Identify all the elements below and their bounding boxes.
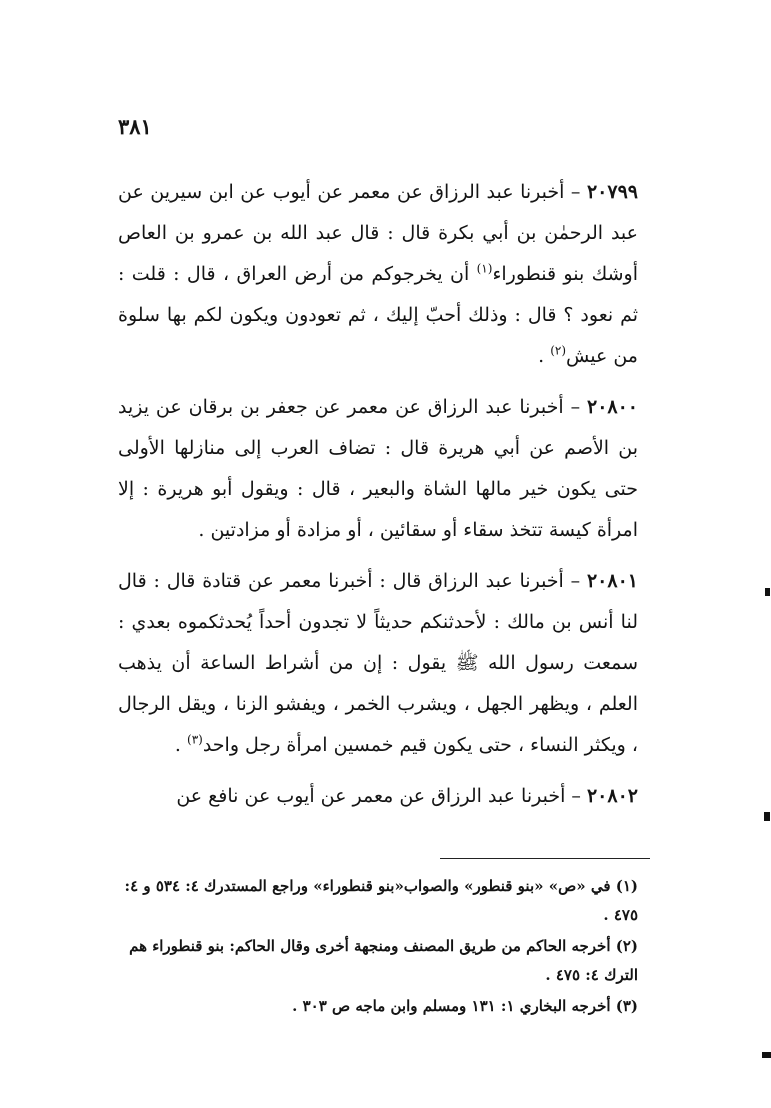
hadith-20801 [118,561,638,766]
hadith-end: . [538,345,551,367]
hadith-20800 [118,387,638,551]
dash: – [563,396,581,418]
footnotes [118,872,638,1023]
hadith-number: ٢٠٧٩٩ [586,181,638,203]
scan-mark [765,588,770,596]
hadith-20802 [118,776,638,817]
footnote-ref-3[interactable]: (٣) [187,732,203,747]
dash: – [565,785,581,807]
page-number: ٣٨١ [118,114,152,139]
footnote-ref-1[interactable]: (١) [476,261,493,276]
footnote-divider [440,858,650,859]
hadith-number: ٢٠٨٠٠ [586,396,639,418]
hadith-number: ٢٠٨٠١ [586,570,638,592]
dash: – [564,181,581,203]
dash: – [563,570,581,592]
hadith-text: أخبرنا عبد الرزاق قال : أخبرنا معمر عن قتادة قال : قال لنا أنس بن مالك : لأحدثنكم حديثاً لا تجدون أحداً يُحدثكموه بعدي : سمعت رسول الله ﷺ يقول : إن من أشراط الساعة أن يذهب العلم ، ويظهر الجهل ، ويشرب الخمر ، ويفشو الزنا ، ويقل الرجال ، ويكثر النساء ، حتى يكون قيم خمسين امرأة رجل واحد [118,570,638,756]
footnote-3: (٣) أخرجه البخاري ١: ١٣١ ومسلم وابن ماجه ص ٣٠٣ . [292,997,638,1015]
hadith-text-continued: أن يخرجوكم من أرض العراق ، قال : قلت : ثم نعود ؟ قال : وذلك أحبّ إليك ، ثم تعودون ويكون لكم بها سلوة من عيش [118,263,638,367]
hadith-number: ٢٠٨٠٢ [586,785,638,807]
hadith-20799 [118,172,638,377]
main-text [118,172,638,817]
hadith-end: . [174,734,187,756]
footnote-1: (١) في «ص» «بنو قنطور» والصواب«بنو قنطوراء» وراجع المستدرك ٤: ٥٣٤ و ٤: ٤٧٥ . [124,877,638,924]
scan-mark [762,1052,771,1058]
hadith-text: أخبرنا عبد الرزاق عن معمر عن أيوب عن نافع عن [176,785,566,807]
scan-mark [764,812,770,821]
footnote-ref-2[interactable]: (٢) [550,343,567,358]
footnote-2: (٢) أخرجه الحاكم من طريق المصنف ومنجهة أخرى وقال الحاكم: بنو قنطوراء هم الترك ٤: ٤٧٥ . [129,937,638,984]
hadith-text: أخبرنا عبد الرزاق عن معمر عن جعفر بن برقان عن يزيد بن الأصم عن أبي هريرة قال : تضاف العرب إلى منازلها الأولى حتى يكون خير مالها الشاة والبعير ، قال : ويقول أبو هريرة : إلا امرأة كيسة تتخذ سقاء أو سقائين ، أو مزادة أو مزادتين . [118,396,638,541]
hadith-text: أخبرنا عبد الرزاق عن معمر عن أيوب عن ابن سيرين عن عبد الرحمٰن بن أبي بكرة قال : قال عبد الله بن عمرو بن العاص أوشك بنو قنطوراء [118,181,638,285]
